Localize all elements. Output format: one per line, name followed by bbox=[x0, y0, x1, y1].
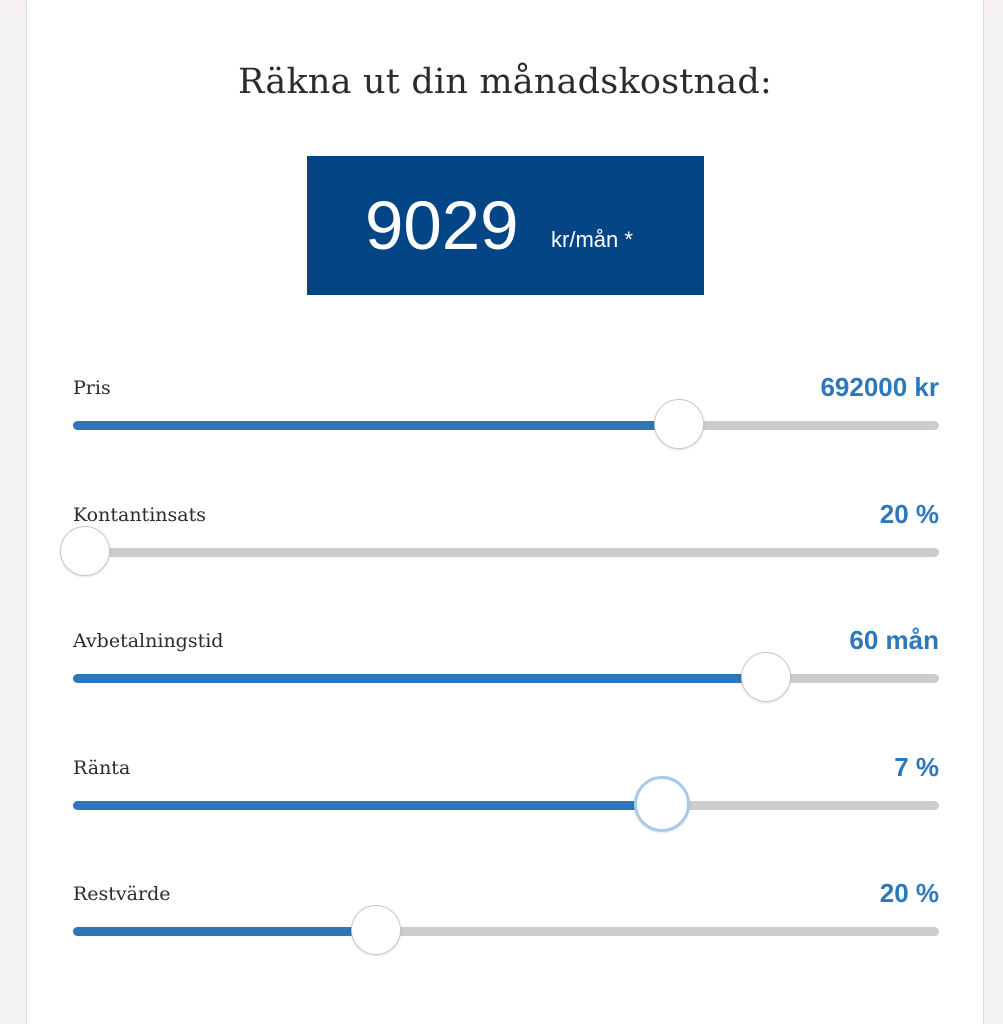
slider-label: Ränta bbox=[73, 757, 131, 779]
slider-fill bbox=[73, 927, 376, 936]
slider-avbetalningstid bbox=[73, 625, 939, 729]
slider-fill bbox=[73, 421, 679, 430]
slider-label: Avbetalningstid bbox=[73, 630, 224, 652]
slider-label: Restvärde bbox=[73, 883, 171, 905]
calculator-card bbox=[26, 0, 984, 1024]
slider-fill bbox=[73, 674, 766, 683]
slider-ranta bbox=[73, 752, 939, 856]
slider-pris bbox=[73, 372, 939, 476]
slider-thumb[interactable] bbox=[351, 905, 401, 955]
slider-thumb[interactable] bbox=[741, 652, 791, 702]
slider-thumb[interactable] bbox=[654, 399, 704, 449]
slider-fill bbox=[73, 801, 662, 810]
slider-thumb[interactable] bbox=[634, 776, 690, 832]
slider-track[interactable] bbox=[73, 927, 939, 936]
slider-value: 7 % bbox=[894, 752, 939, 782]
slider-label: Pris bbox=[73, 377, 111, 399]
slider-track[interactable] bbox=[73, 674, 939, 683]
slider-label: Kontantinsats bbox=[73, 504, 206, 526]
slider-track[interactable] bbox=[73, 801, 939, 810]
slider-track[interactable] bbox=[73, 421, 939, 430]
slider-value: 692000 kr bbox=[820, 372, 939, 402]
slider-thumb[interactable] bbox=[60, 526, 110, 576]
monthly-cost-box bbox=[307, 156, 704, 295]
slider-value: 60 mån bbox=[849, 625, 939, 655]
calculator-heading: Räkna ut din månadskostnad: bbox=[238, 62, 772, 102]
slider-value: 20 % bbox=[879, 499, 939, 529]
slider-restvarde bbox=[73, 878, 939, 982]
monthly-cost-value: 9029 bbox=[365, 187, 519, 264]
slider-track[interactable] bbox=[73, 548, 939, 557]
slider-value: 20 % bbox=[879, 878, 939, 908]
slider-kontantinsats bbox=[73, 499, 939, 603]
monthly-cost-unit: kr/mån * bbox=[551, 227, 633, 252]
